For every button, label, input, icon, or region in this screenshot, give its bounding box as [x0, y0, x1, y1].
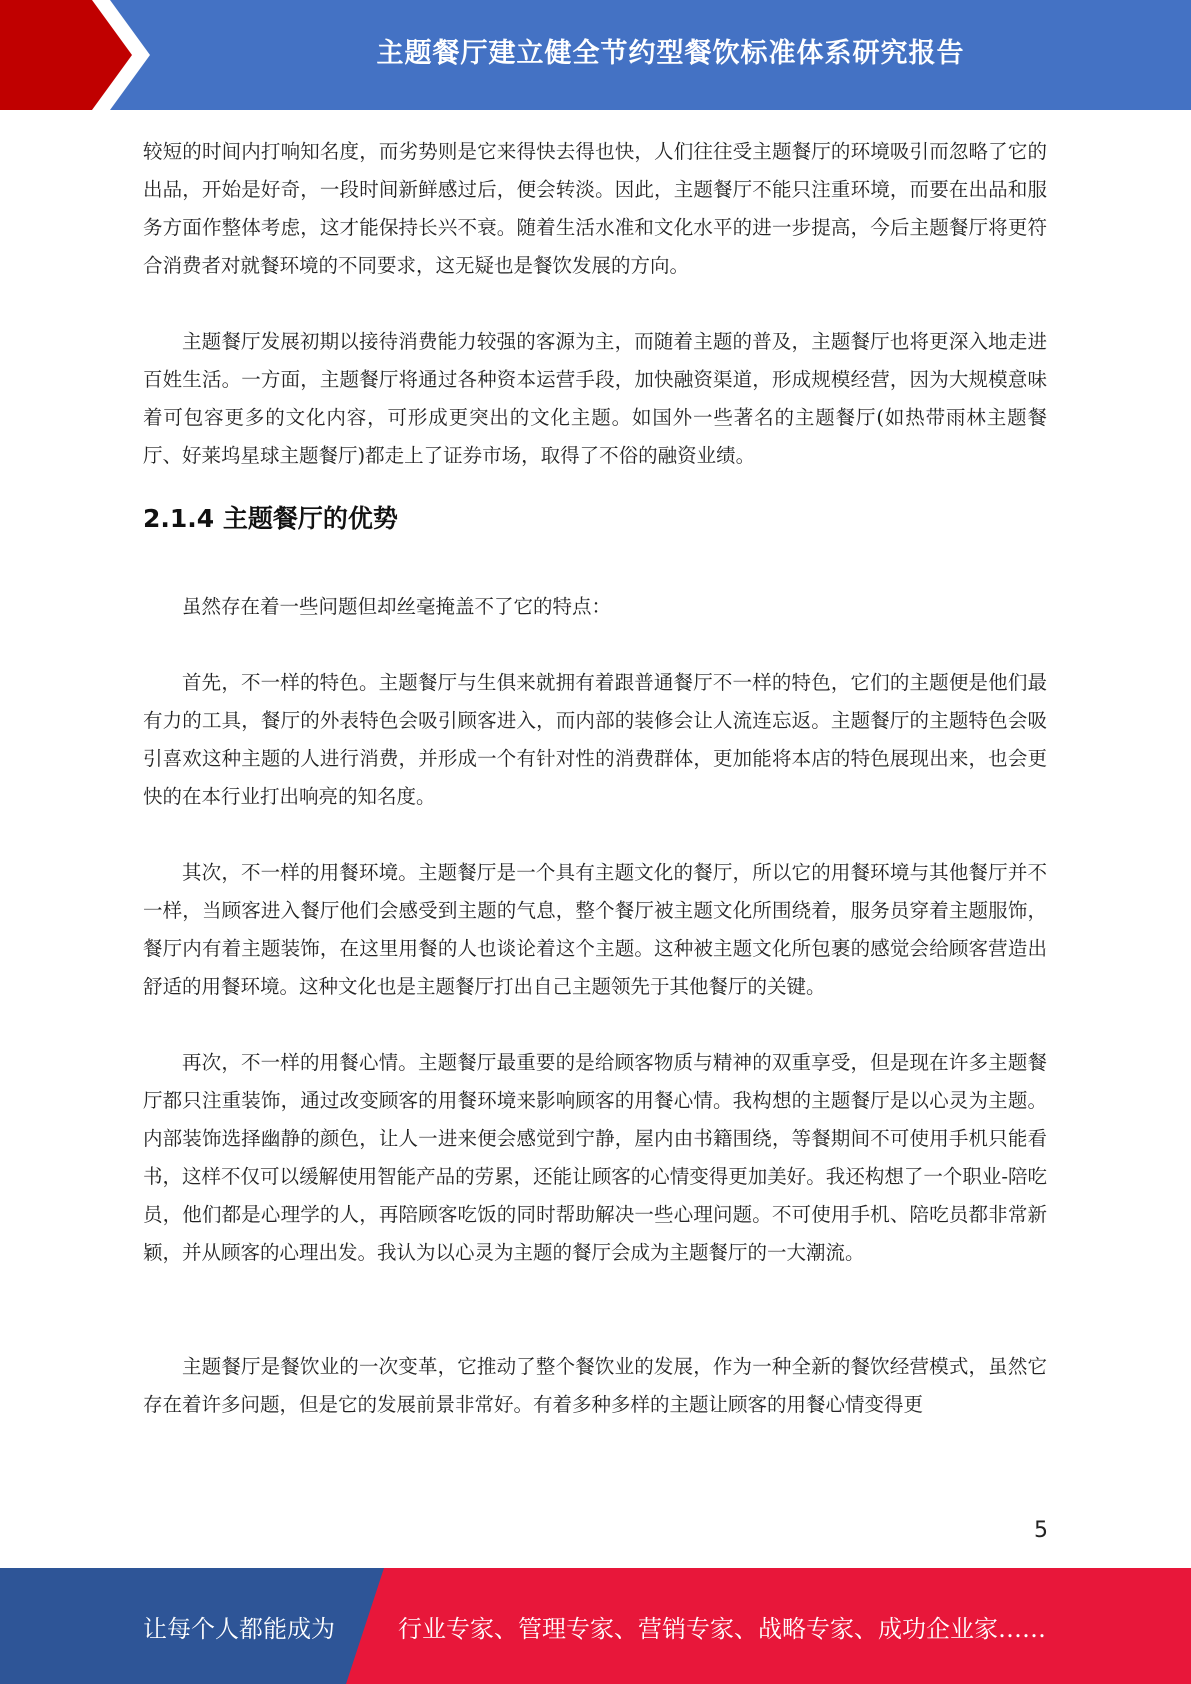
footer-slogan-left: 让每个人都能成为	[143, 1614, 335, 1643]
page-footer	[0, 1568, 1191, 1684]
paragraph-4: 首先，不一样的特色。主题餐厅与生俱来就拥有着跟普通餐厅不一样的特色，它们的主题便是他们最有力的工具，餐厅的外表特色会吸引顾客进入，而内部的装修会让人流连忘返。主题餐厅的主题特色会吸引喜欢这种主题的人进行消费，并形成一个有针对性的消费群体，更加能将本店的特色展现出来，也会更快的在本行业打出响亮的知名度。	[143, 671, 1047, 808]
page-number: 5	[1034, 1518, 1048, 1543]
header-title: 主题餐厅建立健全节约型餐饮标准体系研究报告	[376, 37, 965, 69]
paragraph-2: 主题餐厅发展初期以接待消费能力较强的客源为主，而随着主题的普及，主题餐厅也将更深入地走进百姓生活。一方面，主题餐厅将通过各种资本运营手段，加快融资渠道，形成规模经营，因为大规模意味着可包容更多的文化内容，可形成更突出的文化主题。如国外一些著名的主题餐厅(如热带雨林主题餐厅、好莱坞星球主题餐厅)都走上了证券市场，取得了不俗的融资业绩。	[143, 330, 1047, 467]
paragraph-7: 主题餐厅是餐饮业的一次变革，它推动了整个餐饮业的发展，作为一种全新的餐饮经营模式，虽然它存在着许多问题，但是它的发展前景非常好。有着多种多样的主题让顾客的用餐心情变得更	[143, 1355, 1047, 1416]
paragraph-5: 其次，不一样的用餐环境。主题餐厅是一个具有主题文化的餐厅，所以它的用餐环境与其他餐厅并不一样，当顾客进入餐厅他们会感受到主题的气息，整个餐厅被主题文化所围绕着，服务员穿着主题服饰，餐厅内有着主题装饰，在这里用餐的人也谈论着这个主题。这种被主题文化所包裹的感觉会给顾客营造出舒适的用餐环境。这种文化也是主题餐厅打出自己主题领先于其他餐厅的关键。	[143, 861, 1047, 998]
paragraph-6: 再次，不一样的用餐心情。主题餐厅最重要的是给顾客物质与精神的双重享受，但是现在许多主题餐厅都只注重装饰，通过改变顾客的用餐环境来影响顾客的用餐心情。我构想的主题餐厅是以心灵为主题。内部装饰选择幽静的颜色，让人一进来便会感觉到宁静，屋内由书籍围绕，等餐期间不可使用手机只能看书，这样不仅可以缓解使用智能产品的劳累，还能让顾客的心情变得更加美好。我还构想了一个职业-陪吃员，他们都是心理学的人，再陪顾客吃饭的同时帮助解决一些心理问题。不可使用手机、陪吃员都非常新颖，并从顾客的心理出发。我认为以心灵为主题的餐厅会成为主题餐厅的一大潮流。	[143, 1051, 1047, 1264]
paragraph-1: 较短的时间内打响知名度，而劣势则是它来得快去得也快，人们往往受主题餐厅的环境吸引而忽略了它的出品，开始是好奇，一段时间新鲜感过后，便会转淡。因此，主题餐厅不能只注重环境，而要在出品和服务方面作整体考虑，这才能保持长兴不衰。随着生活水准和文化水平的进一步提高，今后主题餐厅将更符合消费者对就餐环境的不同要求，这无疑也是餐饮发展的方向。	[143, 140, 1047, 277]
paragraph-3: 虽然存在着一些问题但却丝毫掩盖不了它的特点：	[182, 595, 612, 618]
footer-slogan-right: 行业专家、管理专家、营销专家、战略专家、成功企业家……	[398, 1614, 1046, 1643]
document-body	[143, 133, 1047, 1424]
section-heading: 2.1.4 主题餐厅的优势	[143, 504, 398, 533]
page-header	[0, 0, 1191, 110]
